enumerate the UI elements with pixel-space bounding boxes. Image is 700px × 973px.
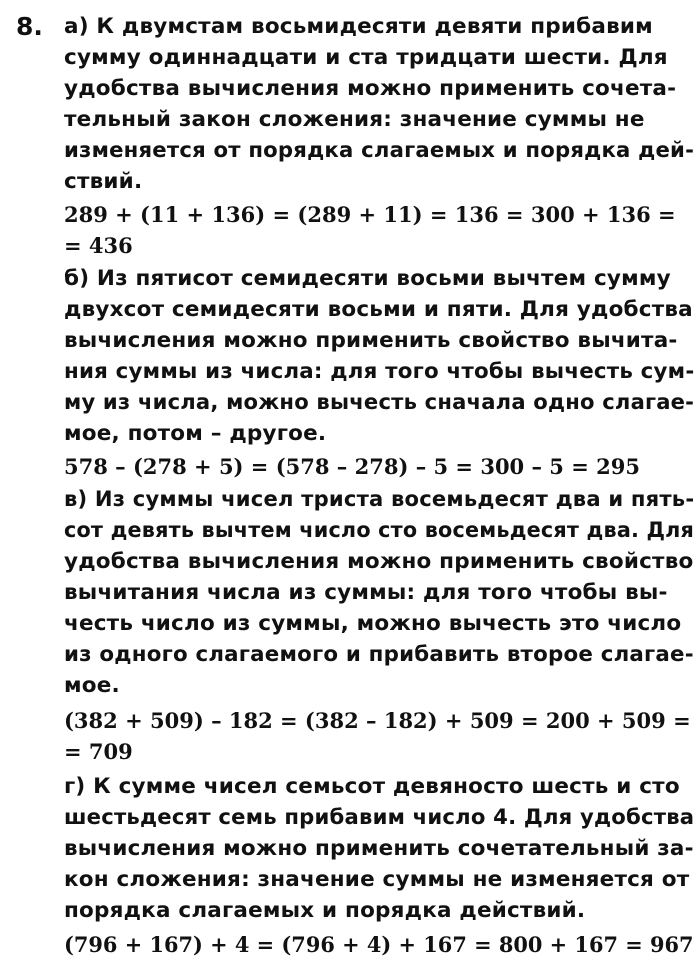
part-a-line-6: ствий. — [64, 169, 143, 194]
part-a-line-4: тельный закон сложения: значение суммы не — [64, 107, 645, 132]
part-c-equation-line-1: (382 + 509) – 182 = (382 – 182) + 509 = 200 + 509 = — [64, 708, 691, 733]
part-c-line-6: из одного слагаемого и прибавить второе слагае- — [64, 642, 694, 667]
part-b-line-3: вычисления можно применить свойство вычита- — [64, 328, 678, 353]
part-d-line-5: порядка слагаемых и порядка действий. — [64, 898, 586, 923]
part-a-line-3: удобства вычисления можно применить сочета- — [64, 76, 677, 101]
part-c-line-3: удобства вычисления можно применить свойство — [64, 549, 694, 574]
part-b-line-4: ния суммы из числа: для того чтобы вычесть сум- — [64, 359, 695, 384]
part-d-line-2: шестьдесят семь прибавим число 4. Для удобства — [64, 805, 695, 830]
part-d-line-4: кон сложения: значение суммы не изменяется от — [64, 867, 690, 892]
part-c-line-4: вычитания числа из суммы: для того чтобы вы- — [64, 580, 668, 605]
part-b-line-2: двухсот семидесяти восьми и пяти. Для удобства — [64, 297, 693, 322]
part-c-equation-line-2: = 709 — [64, 739, 133, 764]
part-a-equation-line-1: 289 + (11 + 136) = (289 + 11) = 136 = 300 + 136 = — [64, 202, 676, 227]
part-b-line-6: мое, потом – другое. — [64, 421, 327, 446]
part-c-line-1: в) Из суммы чисел триста восемьдесят два и пять- — [64, 487, 695, 512]
part-c-line-5: честь число из суммы, можно вычесть это число — [64, 611, 682, 636]
part-b-equation-line-1: 578 – (278 + 5) = (578 – 278) – 5 = 300 – 5 = 295 — [64, 454, 640, 479]
exercise-number: 8. — [16, 12, 43, 41]
part-b-line-1: б) Из пятисот семидесяти восьми вычтем сумму — [64, 266, 671, 291]
part-c-line-2: сот девять вычтем число сто восемьдесят два. Для — [64, 518, 695, 543]
part-a-line-2: сумму одиннадцати и ста тридцати шести. Для — [64, 45, 668, 70]
part-c-line-7: мое. — [64, 673, 120, 698]
part-d-line-3: вычисления можно применить сочетательный за- — [64, 836, 694, 861]
part-a-line-1: а) К двумстам восьмидесяти девяти прибавим — [64, 14, 653, 39]
part-d-equation-line-1: (796 + 167) + 4 = (796 + 4) + 167 = 800 + 167 = 967 — [64, 932, 694, 957]
part-a-line-5: изменяется от порядка слагаемых и порядка дей- — [64, 138, 695, 163]
part-d-line-1: г) К сумме чисел семьсот девяносто шесть и сто — [64, 774, 680, 799]
part-b-line-5: му из числа, можно вычесть сначала одно слагае- — [64, 390, 695, 415]
part-a-equation-line-2: = 436 — [64, 233, 133, 258]
